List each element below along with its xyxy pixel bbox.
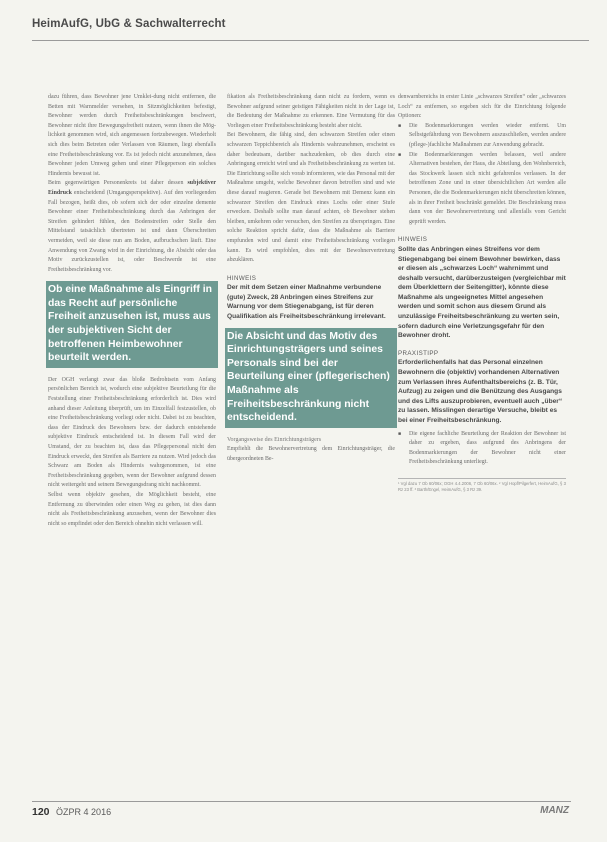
list-item: ■ Die Bodenmarkierungen werden wieder entfernt. Um Selbstgefährdung von Bewohnern auszuschließen, werden andere (pflege-)fachliche Maßnahmen zur Anwendung gebracht. (398, 122, 566, 151)
body-paragraph: Der OGH verlangt zwar das bloße Bedrohtsein vom Anfang persönlichen Bereich ist, wodurch eine subjektive Beurteilung für die Feststellung einer Freiheitsbeschränkung erforderlich ist. Dies wird anhand dieser Anleitung überprüft, um im Einzelfall festzustellen, ob eine Freiheitsbeschränkung vorliegt oder nicht. Dabei ist zu beachten, dass der Eindruck des Bewohners bzw. der dadurch entstehende subjektive Eindruck entscheidend ist. In diesem Fall wird der Umstand, der zu beachten ist, dass das Pflegepersonal nicht den Eindruck erweckt, den Streifen als Barriere zu nutzen. Wird jedoch das Schwarz am Boden als Hindernis wahrgenommen, ist eine Freiheitsbeschränkung gegeben, wenn der Bewohner aufgrund dessen nicht weitergeht und seinem Bewegungsdrang nicht nachkommt. (48, 376, 216, 489)
body-text: Beim gegenwärtigen Personenkreis ist daher dessen (48, 180, 188, 187)
body-paragraph (48, 179, 216, 275)
hinweis-label: HINWEIS (398, 236, 428, 244)
header-rule (32, 40, 589, 41)
hinweis-box: Der mit dem Setzen einer Maßnahme verbundene (gute) Zweck, 28 Anbringen eines Streifens zur Warnung vor dem Stiegenabgang, ist für deren Qualifikation als Freiheitsbeschränkung irrelevant. (227, 284, 386, 321)
body-paragraph: fikation als Freiheitsbeschränkung dann nicht zu fordern, wenn es Bewohner aufgrund seiner geistigen Fähigkeiten nicht in der Lage ist, die Bedeutung der Maßnahme zu erkennen. Eine Vermutung für das Vorliegen einer Freiheitsbeschränkung besteht aber nicht. (227, 94, 395, 129)
list-item: ■ Die Bodenmarkierungen werden belassen, weil andere Alternativen bestehen, der Haus, die Abteilung, den Wohnbereich, das Stockwerk lassen sich nicht gefahrenlos verlassen. In der betroffenen Zone und in einer übersichtlichen Art werden alle Personen, die die Bodenmarkierungen nicht überschreiten können, als in ihrer Freiheit beschränkt gemeldet. Die Beschränkung muss dann von der Bewohnervertretung und allenfalls vom Gericht geprüft werden. (398, 151, 566, 228)
body-paragraph: dazu führen, dass Bewohner jene Umklei-dung nicht entfernen, die Betten mit Warnmelder versehen, in Sitzmöglichkeiten befestigt, Bewohner werden durch Freiheitsbeschränkungen beschwert, Bewohner nicht ihre Bewegungsfreiheit nutzen, wenn ihnen die Mög-lichkeit genommen wird, sich angemessen fortzubewegen. Wiederholt sich dies beim Betreten oder Verlassen von Räumen, liegt ebenfalls eine Freiheitsbeschränkung vor. Es ist jedoch nicht anzunehmen, dass Bewohner jeden Umweg gehen und einer Pflegeperson ein solches Hindernis bewusst ist. (48, 94, 216, 177)
publisher-logo: MANZ (540, 805, 569, 816)
options-list (398, 122, 566, 228)
emphasis-text: subjektiver Eindruck (48, 180, 216, 196)
column-2 (227, 93, 395, 465)
pull-quote: Die Absicht und das Motiv des Einrichtungsträgers und seines Personals sind bei der Beurteilung einer (pflegerischen) Maßnahme als Freiheitsbeschränkung nicht entscheidend. (225, 328, 397, 428)
hinweis-box: Sollte das Anbringen eines Streifens vor dem Stiegenabgang bei einem Bewohner bewirken, dass er diesen als „schwarzes Loch“ wahrnimmt und deshalb versucht, darüberzusteigen (vergleichbar mit dem Überklettern der Seitengitter), könnte diese Maßnahme als ungeeignetes Mittel angesehen werden und somit schon aus diesem Grund als unzulässige Freiheitsbeschränkung zu werten sein, sofern dadurch eine Verletzungsgefahr für den Bewohner droht. (398, 245, 566, 340)
body-paragraph: Empfiehlt die Bewohnervertretung dem Einrichtungsträger, die übergeordneten Be- (227, 446, 395, 462)
column-1 (48, 93, 216, 529)
issue-label: ÖZPR 4 2016 (56, 807, 112, 817)
running-header: HeimAufG, UbG & Sachwalterrecht (32, 18, 226, 30)
footer-rule (32, 801, 571, 802)
body-text: entscheidend (Umgangsperspektive). Auf den vorliegenden Fall bezogen, heißt dies, ob sofern sich der oder einzelne demente Bewohner einer Freiheitsbeschränkung durch das Anbringen der Streifen gehindert fühlen, den Bodenstreifen oder Stelle den Mittelstand tatsächlich übertreten ist und dann Überschreiten vermeiden, weil sie diese nun am Boden, aufbruchschen läuft. Eine Anwendung von Zwang wird in der Einrichtung, die Absicht oder das Motiv zurückzustellen ist, oder Beschwerde ist eine Freiheitsbeschränkung vor. (48, 189, 216, 273)
list-item: ■ Die eigene fachliche Beurteilung der Reaktion der Bewohner ist daher zu ergeben, dass aufgrund des Anbringens der Bodenmarkierungen der Bewohner nicht einer Freiheitsbeschränkung unterliegt. (398, 430, 566, 468)
footnotes: ¹ Vgl dazu 7 Ob 60/06x; OGH 4.4.2006, 7 Ob 60/06x. ² Vgl Hopf/Pilgerfert, HeimAufG, § 3 Rz 23 ff. ³ Barth/Engel, HeimAufG, § 3 Rz 39. (398, 478, 566, 493)
praxistipp-box: Erforderlichenfalls hat das Personal einzelnen Bewohnern die (objektiv) vorhandenen Alternativen zum Verlassen ihres Aufenthaltsbereichs (z. B. Tür, Aufzug) zu zeigen und die Benützung des Ausgangs und des Lifts auszuprobieren, eventuell auch „über“ zu lassen. Misslingen derartige Versuche, bleibt es bei einer Freiheitsbeschränkung. (398, 359, 563, 424)
page-number: 120 (32, 806, 50, 818)
pull-quote: Ob eine Maßnahme als Eingriff in das Recht auf persönliche Freiheit anzusehen ist, muss aus der subjektiven Sicht der betroffenen Heimbewohner beurteilt werden. (46, 281, 218, 368)
column-3 (398, 93, 566, 493)
body-paragraph: Selbst wenn objektiv gesehen, die Möglichkeit besteht, eine Entfernung zu überwinden oder einen Weg zu gehen, ist dies dann nicht als Freiheitsbeschränkung anzusehen, wenn der Bewohner dies nicht so empfindet oder den Bereich ohnehin nicht verlassen will. (48, 491, 216, 527)
praxistipp-label: PRAXISTIPP (398, 349, 439, 357)
subheading: Vorgangsweise des Einrichtungsträgers (227, 436, 322, 443)
hinweis-label: HINWEIS (227, 274, 257, 282)
footer-folio (32, 806, 111, 818)
remarks-list (398, 430, 566, 468)
body-paragraph: denwarnbereichs in erster Linie „schwarzes Streifen“ oder „schwarzes Loch“ zu entfernen, so ergeben sich für die Einrichtung folgende Optionen: (398, 94, 566, 120)
body-paragraph: Bei Bewohnern, die fähig sind, den schwarzen Streifen oder einen schwarzen Teppichbereich als Hindernis wahrzunehmen, erscheint es daher bedeutsam, darüber nachzudenken, ob dies durch eine Anbringung erreicht wird und als Freiheitsbeschränkung zu werten ist. Die Einrichtung sollte sich vorab informieren, wie das Personal mit der Maßnahme umgeht, welche Bewohner davon betroffen sind und wie diese darauf reagieren. Gerade bei Bewohnern mit Demenz kann ein schwarzer Streifen den Eindruck eines Lochs oder einer Stufe erwecken. Deshalb sollte man darauf achten, ob Bewohner stehen bleiben, umkehren oder versuchen, den Streifen zu überspringen. Eine solche Reaktion spricht dafür, dass die Maßnahme als Barriere empfunden wird und damit eine Freiheitsbeschränkung vorliegen kann. Es wird empfohlen, dies mit der Bewohnervertretung abzuklären. (227, 132, 396, 264)
